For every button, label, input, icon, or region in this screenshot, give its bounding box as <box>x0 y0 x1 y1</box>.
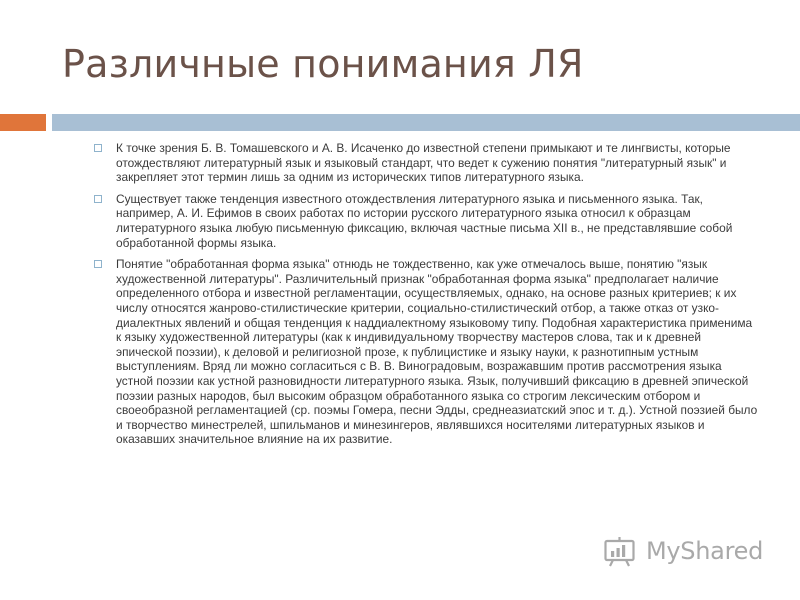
bullet-text: Понятие "обработанная форма языка" отнюдь не тождественно, как уже отмечалось выше, понятию "язык художественной литературы". Различительный признак "обработанная форма языка" предполагает наличие определенного отбора и известной регламентации, осуществляемых, однако, на основе разных критериев; к их числу относятся жанрово-стилистические критерии, социально-стилистический отбор, а также отказ от узко-диалектных явлений и общая тенденция к наддиалектному языковому типу. Подобная характеристика применима к языку художественной литературы (как к индивидуальному творчеству мастеров слова, так и к древней эпической поэзии), к деловой и религиозной прозе, к публицистике и языку науки, к разнотипным устным выступлениям. Вряд ли можно согласиться с В. В. Виноградовым, возражавшим против рассмотрения языка устной поэзии как устной разновидности литературного языка. Язык, получивший фиксацию в древней эпической поэзии разных народов, был высоким образцом обработанного языка со строгим лексическим отбором и своеобразной регламентацией (ср. поэмы Гомера, песни Эдды, среднеазиатский эпос и т. д.). Устной поэзией было и творчество минестрелей, шпильманов и минезингеров, являвшихся носителями литературных языков и оказавших значительное влияние на их развитие. <box>116 257 758 447</box>
myshared-watermark <box>604 532 774 572</box>
square-bullet-icon <box>94 260 102 268</box>
slide-title: Различные понимания ЛЯ <box>62 42 584 86</box>
myshared-logo-icon <box>604 536 638 568</box>
square-bullet-icon <box>94 195 102 203</box>
bullet-list <box>94 141 758 454</box>
myshared-logo-text: MyShared <box>646 537 764 565</box>
title-accent-bar <box>0 114 46 131</box>
square-bullet-icon <box>94 144 102 152</box>
bullet-item <box>94 141 758 185</box>
bullet-item <box>94 192 758 250</box>
bullet-item <box>94 257 758 447</box>
bullet-text: К точке зрения Б. В. Томашевского и А. В. Исаченко до известной степени примыкают и те лингвисты, которые отождествляют литературный язык и языковый стандарт, что ведет к сужению понятия "литературный язык" и закрепляет этот термин лишь за одним из исторических типов литературного языка. <box>116 141 731 185</box>
title-divider-bar <box>52 114 800 131</box>
bullet-text: Существует также тенденция известного отождествления литературного языка и письменного языка. Так, например, А. И. Ефимов в своих работах по истории русского литературного языка относил к образцам литературного языка любую письменную фиксацию, включая частные письма XII в., не представлявшие собой обработанной формы языка. <box>116 191 733 250</box>
